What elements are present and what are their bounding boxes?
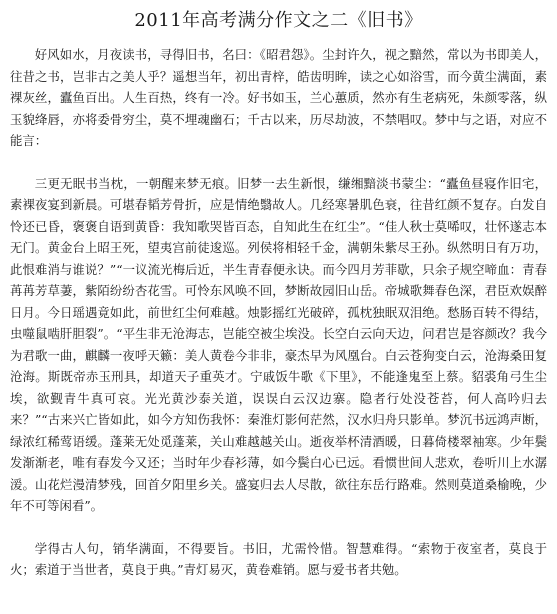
paragraph-gap xyxy=(10,517,547,538)
paragraph-gap xyxy=(10,152,547,173)
paragraph-intro: 好风如水，月夜读书，寻得旧书，名曰：《昭君怨》。尘封许久，视之黯然，常以为书即美人，往昔之书，岂非古之美人乎？遥想当年，初出青梓，皓齿明眸，读之心如浴雪，而今黄尘满面，素裸灰丝，蠹鱼百出。人生百热，终有一冷。好书如玉，兰心蕙质，然亦有生老病死，朱颜零落，纵玉貌绛唇，亦将委骨穷尘，莫不埋魂幽石；千古以来，历尽劫波，不禁唱叹。梦中与之语，对应不能言： xyxy=(10,47,547,148)
document-title: 2011年高考满分作文之二《旧书》 xyxy=(134,10,423,31)
paragraph-poem: 三更无眠书当枕，一朝醒来梦无痕。旧梦一去生新恨，缣缃黯淡书蒙尘：“蠹鱼昼寝作旧宅，素裸夜宴到新晨。可堪春韬芳骨折，应是情绝翳故人。几经寒暑肌色衰，往昔红颜不复存。白发自怜还已昏，褒褒自语到黄昏：我知歌哭皆百态，自知此生在红尘”。“佳人秋士莫唏叹，壮怀遂志本无门。黄金台上昭王死，望夷宫前徒逡巡。列侯将相轻千金，满朝朱紫尽王孙。纵然明日有万功，此恨难消与谁说？”“一议流光梅后近，半生青春便永诀。而今四月芳菲歇，只余子规空啼血：青春苒苒芳草萋，紫陌纷纷杏花雪。可怜东风唤不回，梦断故园旧山岳。帝城歌舞春色深，君臣欢娱醉日月。今日瑶遇竟如此，前世红尘何难越。烛影摇红光破碎，孤枕独眠双泪绝。愁肠百转不得结，虫噬鼠啮肝胆裂”。“平生非无沧海志，岂能空被尘埃没。长空白云向天边，问君岂是容颜改？我今为君歌一曲，麒麟一夜呼天籁：美人黄卷今非非，豪杰早为风凰台。白云苍狗变白云，沧海桑田复沧海。斯既帝赤玉刑具，却道天子重英才。宁戚饭牛歌《下里》，不能逢鬼至上蔡。貂裘角弓生尘埃，欲觐青牛真可哀。光光黄沙泰关道，误误白云汉边寨。隐者行处没苍苔，何人高吟归去来？”“古来兴亡皆如此，如今方知伤我怀：秦淮灯影何茫然，汉水归舟只影单。梦沉书远鸿声断，绿浓红稀莺语缓。蓬莱无处觅蓬莱，关山难越越关山。逝夜举杯清酒暖，日暮倚楼翠袖寒。少年鬓发渐渐老，唯有春发今又还；当时年少春衫薄，如今鬓白心已远。看惯世间人悲欢，卷听川上水潺湲。山花烂漫清梦残，回首夕阳里乡关。盛宴归去人尽散，欲往东岳行路难。然则莫道桑榆晚，少年不可等闲看”。 xyxy=(10,175,547,513)
paragraph-conclusion: 学得古人句，销华满面，不得要旨。书旧，尤需怜惜。智慧难得。“索物于夜室者，莫良于火；索道于当世者，莫良于典。”青灯易灭，黄卷难销。愿与爱书者共勉。 xyxy=(10,540,547,577)
